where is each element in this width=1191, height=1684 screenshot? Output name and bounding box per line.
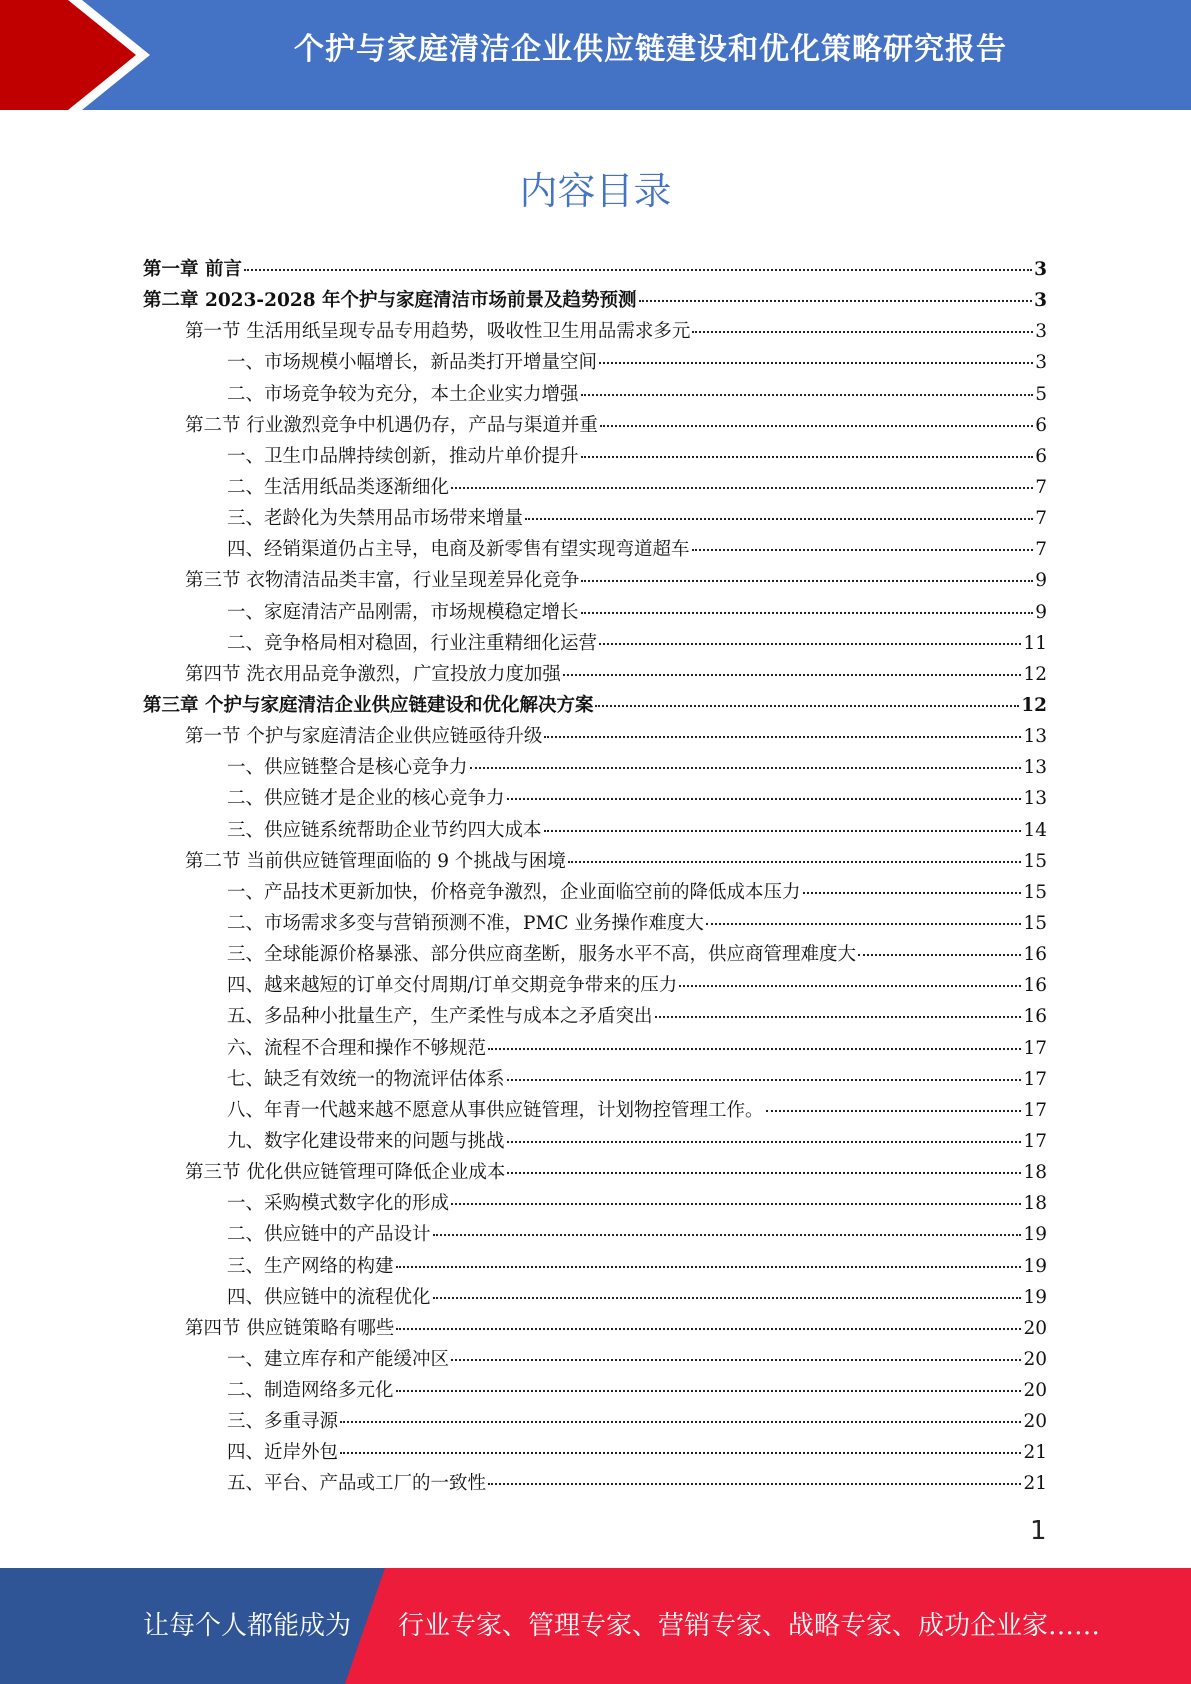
toc-entry-title: 第三节 优化供应链管理可降低企业成本 (185, 1162, 506, 1184)
toc-dot-leader (488, 1048, 1021, 1050)
toc-entry-page: 6 (1035, 445, 1047, 467)
toc-entry[interactable] (143, 1437, 1047, 1468)
chevron-arrow-icon (0, 0, 140, 110)
toc-entry-page: 19 (1023, 1224, 1047, 1246)
toc-dot-leader (568, 861, 1022, 863)
toc-entry[interactable] (143, 503, 1047, 534)
toc-dot-leader (706, 923, 1022, 925)
toc-entry-title: 六、流程不合理和操作不够规范 (227, 1037, 487, 1059)
toc-dot-leader (544, 736, 1021, 738)
toc-entry[interactable] (143, 254, 1047, 285)
toc-entry-title: 四、供应链中的流程优化 (227, 1286, 431, 1308)
toc-entry-title: 第二节 行业激烈竞争中机遇仍存，产品与渠道并重 (185, 414, 598, 436)
toc-dot-leader (595, 705, 1019, 707)
toc-entry-page: 17 (1023, 1099, 1047, 1121)
toc-entry-page: 15 (1023, 850, 1047, 872)
toc-entry-title: 二、供应链才是企业的核心竞争力 (227, 788, 505, 810)
toc-entry-page: 20 (1023, 1411, 1047, 1433)
toc-entry-title: 二、生活用纸品类逐渐细化 (227, 476, 450, 498)
toc-entry[interactable] (143, 908, 1047, 939)
toc-entry-page: 16 (1023, 944, 1047, 966)
toc-dot-leader (507, 1172, 1021, 1174)
toc-entry-title: 三、供应链系统帮助企业节约四大成本 (227, 819, 542, 841)
toc-entry-title: 第一节 个护与家庭清洁企业供应链亟待升级 (185, 726, 543, 748)
toc-dot-leader (396, 1328, 1021, 1330)
toc-entry-title: 一、建立库存和产能缓冲区 (227, 1348, 450, 1370)
toc-entry-title: 二、制造网络多元化 (227, 1380, 394, 1402)
toc-entry[interactable] (143, 1219, 1047, 1250)
toc-entry-title: 一、产品技术更新加快，价格竞争激烈，企业面临空前的降低成本压力 (227, 881, 801, 903)
toc-dot-leader (396, 1390, 1022, 1392)
toc-entry-title: 第二章 2023-2028 年个护与家庭清洁市场前景及趋势预测 (143, 290, 637, 312)
toc-entry-title: 一、采购模式数字化的形成 (227, 1193, 450, 1215)
toc-dot-leader (507, 1079, 1022, 1081)
toc-entry-title: 第四节 供应链策略有哪些 (185, 1317, 395, 1339)
toc-entry-title: 四、经销渠道仍占主导，电商及新零售有望实现弯道超车 (227, 539, 690, 561)
toc-entry-page: 21 (1023, 1473, 1047, 1495)
toc-entry-title: 九、数字化建设带来的问题与挑战 (227, 1130, 505, 1152)
toc-entry-page: 5 (1035, 383, 1047, 405)
header-banner (0, 0, 1191, 110)
toc-dot-leader (340, 1452, 1021, 1454)
toc-dot-leader (488, 1483, 1021, 1485)
toc-entry[interactable] (143, 628, 1047, 659)
toc-dot-leader (340, 1421, 1021, 1423)
toc-entry-title: 第二节 当前供应链管理面临的 9 个挑战与困境 (185, 850, 566, 872)
toc-entry-page: 13 (1023, 788, 1047, 810)
toc-entry-page: 7 (1035, 539, 1047, 561)
toc-entry-page: 19 (1023, 1255, 1047, 1277)
toc-entry[interactable] (143, 1157, 1047, 1188)
toc-entry[interactable] (143, 347, 1047, 378)
toc-entry-title: 二、竞争格局相对稳固，行业注重精细化运营 (227, 632, 598, 654)
toc-entry[interactable] (143, 1188, 1047, 1219)
toc-entry[interactable] (143, 1406, 1047, 1437)
toc-dot-leader (803, 892, 1022, 894)
toc-entry-page: 18 (1023, 1162, 1047, 1184)
toc-entry-title: 一、市场规模小幅增长，新品类打开增量空间 (227, 352, 598, 374)
toc-dot-leader (433, 1234, 1022, 1236)
toc-dot-leader (451, 1203, 1021, 1205)
toc-entry[interactable] (143, 1001, 1047, 1032)
toc-entry[interactable] (143, 316, 1047, 347)
toc-entry[interactable] (143, 1064, 1047, 1095)
toc-dot-leader (766, 1110, 1022, 1112)
toc-entry[interactable] (143, 846, 1047, 877)
toc-entry[interactable] (143, 1282, 1047, 1313)
toc-dot-leader (244, 269, 1032, 271)
toc-dot-leader (470, 767, 1022, 769)
page-number: 1 (1030, 1516, 1047, 1546)
toc-entry[interactable] (143, 721, 1047, 752)
toc-dot-leader (599, 643, 1021, 645)
toc-entry-page: 7 (1035, 508, 1047, 530)
toc-entry-title: 二、市场竞争较为充分，本土企业实力增强 (227, 383, 579, 405)
toc-entry-page: 13 (1023, 726, 1047, 748)
toc-entry-page: 9 (1035, 601, 1047, 623)
toc-entry-page: 13 (1023, 757, 1047, 779)
toc-entry-page: 19 (1023, 1286, 1047, 1308)
toc-entry[interactable] (143, 939, 1047, 970)
toc-dot-leader (451, 1359, 1021, 1361)
toc-dot-leader (581, 456, 1034, 458)
toc-entry[interactable] (143, 1344, 1047, 1375)
toc-entry[interactable] (143, 472, 1047, 503)
toc-dot-leader (600, 425, 1033, 427)
toc-entry-title: 第三节 衣物清洁品类丰富，行业呈现差异化竞争 (185, 570, 580, 592)
toc-entry[interactable] (143, 815, 1047, 846)
toc-entry-page: 12 (1021, 694, 1047, 716)
toc-entry-title: 四、近岸外包 (227, 1442, 339, 1464)
toc-dot-leader (599, 362, 1033, 364)
toc-entry[interactable] (143, 534, 1047, 565)
toc-entry-page: 11 (1023, 632, 1047, 654)
toc-dot-leader (858, 954, 1021, 956)
toc-entry[interactable] (143, 783, 1047, 814)
toc-entry-page: 17 (1023, 1130, 1047, 1152)
toc-dot-leader (507, 798, 1022, 800)
toc-entry-page: 7 (1035, 476, 1047, 498)
toc-entry[interactable] (143, 1095, 1047, 1126)
toc-entry[interactable] (143, 565, 1047, 596)
toc-dot-leader (563, 674, 1022, 676)
toc-entry[interactable] (143, 1468, 1047, 1499)
report-title: 个护与家庭清洁企业供应链建设和优化策略研究报告 (294, 32, 1007, 67)
toc-dot-leader (655, 1016, 1022, 1018)
footer-slogan-right: 行业专家、管理专家、营销专家、战略专家、成功企业家…… (398, 1611, 1101, 1641)
toc-entry[interactable] (143, 597, 1047, 628)
toc-dot-leader (507, 1141, 1022, 1143)
toc-entry[interactable] (143, 659, 1047, 690)
toc-entry-page: 16 (1023, 975, 1047, 997)
toc-entry-title: 五、多品种小批量生产，生产柔性与成本之矛盾突出 (227, 1006, 653, 1028)
toc-dot-leader (581, 394, 1034, 396)
toc-entry-title: 第四节 洗衣用品竞争激烈，广宣投放力度加强 (185, 663, 561, 685)
toc-entry[interactable] (143, 690, 1047, 721)
toc-entry-page: 16 (1023, 1006, 1047, 1028)
footer-banner (0, 1568, 1191, 1684)
toc-entry-page: 3 (1034, 259, 1047, 280)
toc-entry[interactable] (143, 379, 1047, 410)
toc-entry-title: 七、缺乏有效统一的物流评估体系 (227, 1068, 505, 1090)
toc-dot-leader (639, 300, 1033, 302)
footer-slogan-left: 让每个人都能成为 (143, 1611, 352, 1641)
toc-heading: 内容目录 (519, 169, 672, 213)
toc-entry[interactable] (143, 410, 1047, 441)
toc-entry-title: 一、卫生巾品牌持续创新，推动片单价提升 (227, 445, 579, 467)
toc-entry-title: 二、市场需求多变与营销预测不准，PMC 业务操作难度大 (227, 912, 704, 934)
toc-entry-title: 三、全球能源价格暴涨、部分供应商垄断，服务水平不高，供应商管理难度大 (227, 944, 857, 966)
toc-dot-leader (679, 985, 1021, 987)
toc-entry[interactable] (143, 1375, 1047, 1406)
toc-entry[interactable] (143, 1313, 1047, 1344)
toc-entry-page: 20 (1023, 1348, 1047, 1370)
toc-entry-title: 第三章 个护与家庭清洁企业供应链建设和优化解决方案 (143, 694, 594, 716)
toc-entry-title: 二、供应链中的产品设计 (227, 1224, 431, 1246)
toc-entry-page: 21 (1023, 1442, 1047, 1464)
toc-dot-leader (692, 549, 1034, 551)
toc-entry[interactable] (143, 1251, 1047, 1282)
toc-entry-page: 17 (1023, 1068, 1047, 1090)
toc-entry-page: 14 (1023, 819, 1047, 841)
toc-entry-page: 15 (1023, 912, 1047, 934)
toc-entry-title: 三、生产网络的构建 (227, 1255, 394, 1277)
toc-entry-title: 三、多重寻源 (227, 1411, 339, 1433)
toc-entry-title: 八、年青一代越来越不愿意从事供应链管理，计划物控管理工作。 (227, 1099, 764, 1121)
toc-entry-page: 6 (1035, 414, 1047, 436)
toc-dot-leader (525, 518, 1033, 520)
toc-entry[interactable] (143, 441, 1047, 472)
toc-entry-page: 3 (1035, 352, 1047, 374)
toc-entry[interactable] (143, 970, 1047, 1001)
toc-entry[interactable] (143, 1126, 1047, 1157)
toc-entry-title: 五、平台、产品或工厂的一致性 (227, 1473, 487, 1495)
toc-dot-leader (396, 1266, 1022, 1268)
toc-dot-leader (451, 487, 1033, 489)
toc-entry-page: 15 (1023, 881, 1047, 903)
toc-entry[interactable] (143, 1033, 1047, 1064)
toc-entry-page: 17 (1023, 1037, 1047, 1059)
toc-dot-leader (433, 1297, 1022, 1299)
toc-entry-page: 18 (1023, 1193, 1047, 1215)
toc-dot-leader (544, 830, 1022, 832)
toc-entry-page: 20 (1023, 1317, 1047, 1339)
toc-dot-leader (581, 612, 1034, 614)
toc-entry-page: 3 (1034, 290, 1047, 312)
toc-entry-page: 9 (1035, 570, 1047, 592)
toc-entry-title: 三、老龄化为失禁用品市场带来增量 (227, 508, 524, 530)
table-of-contents (143, 254, 1047, 1500)
toc-entry-page: 12 (1023, 663, 1047, 685)
toc-entry-page: 20 (1023, 1380, 1047, 1402)
toc-dot-leader (581, 580, 1033, 582)
toc-entry-title: 第一节 生活用纸呈现专品专用趋势，吸收性卫生用品需求多元 (185, 321, 691, 343)
toc-entry[interactable] (143, 877, 1047, 908)
toc-entry-title: 一、供应链整合是核心竞争力 (227, 757, 468, 779)
toc-dot-leader (692, 331, 1033, 333)
toc-entry[interactable] (143, 752, 1047, 783)
toc-entry-title: 第一章 前言 (143, 259, 242, 280)
toc-entry[interactable] (143, 285, 1047, 316)
toc-entry-title: 一、家庭清洁产品刚需，市场规模稳定增长 (227, 601, 579, 623)
toc-entry-page: 3 (1035, 321, 1047, 343)
toc-entry-title: 四、越来越短的订单交付周期/订单交期竞争带来的压力 (227, 975, 678, 997)
